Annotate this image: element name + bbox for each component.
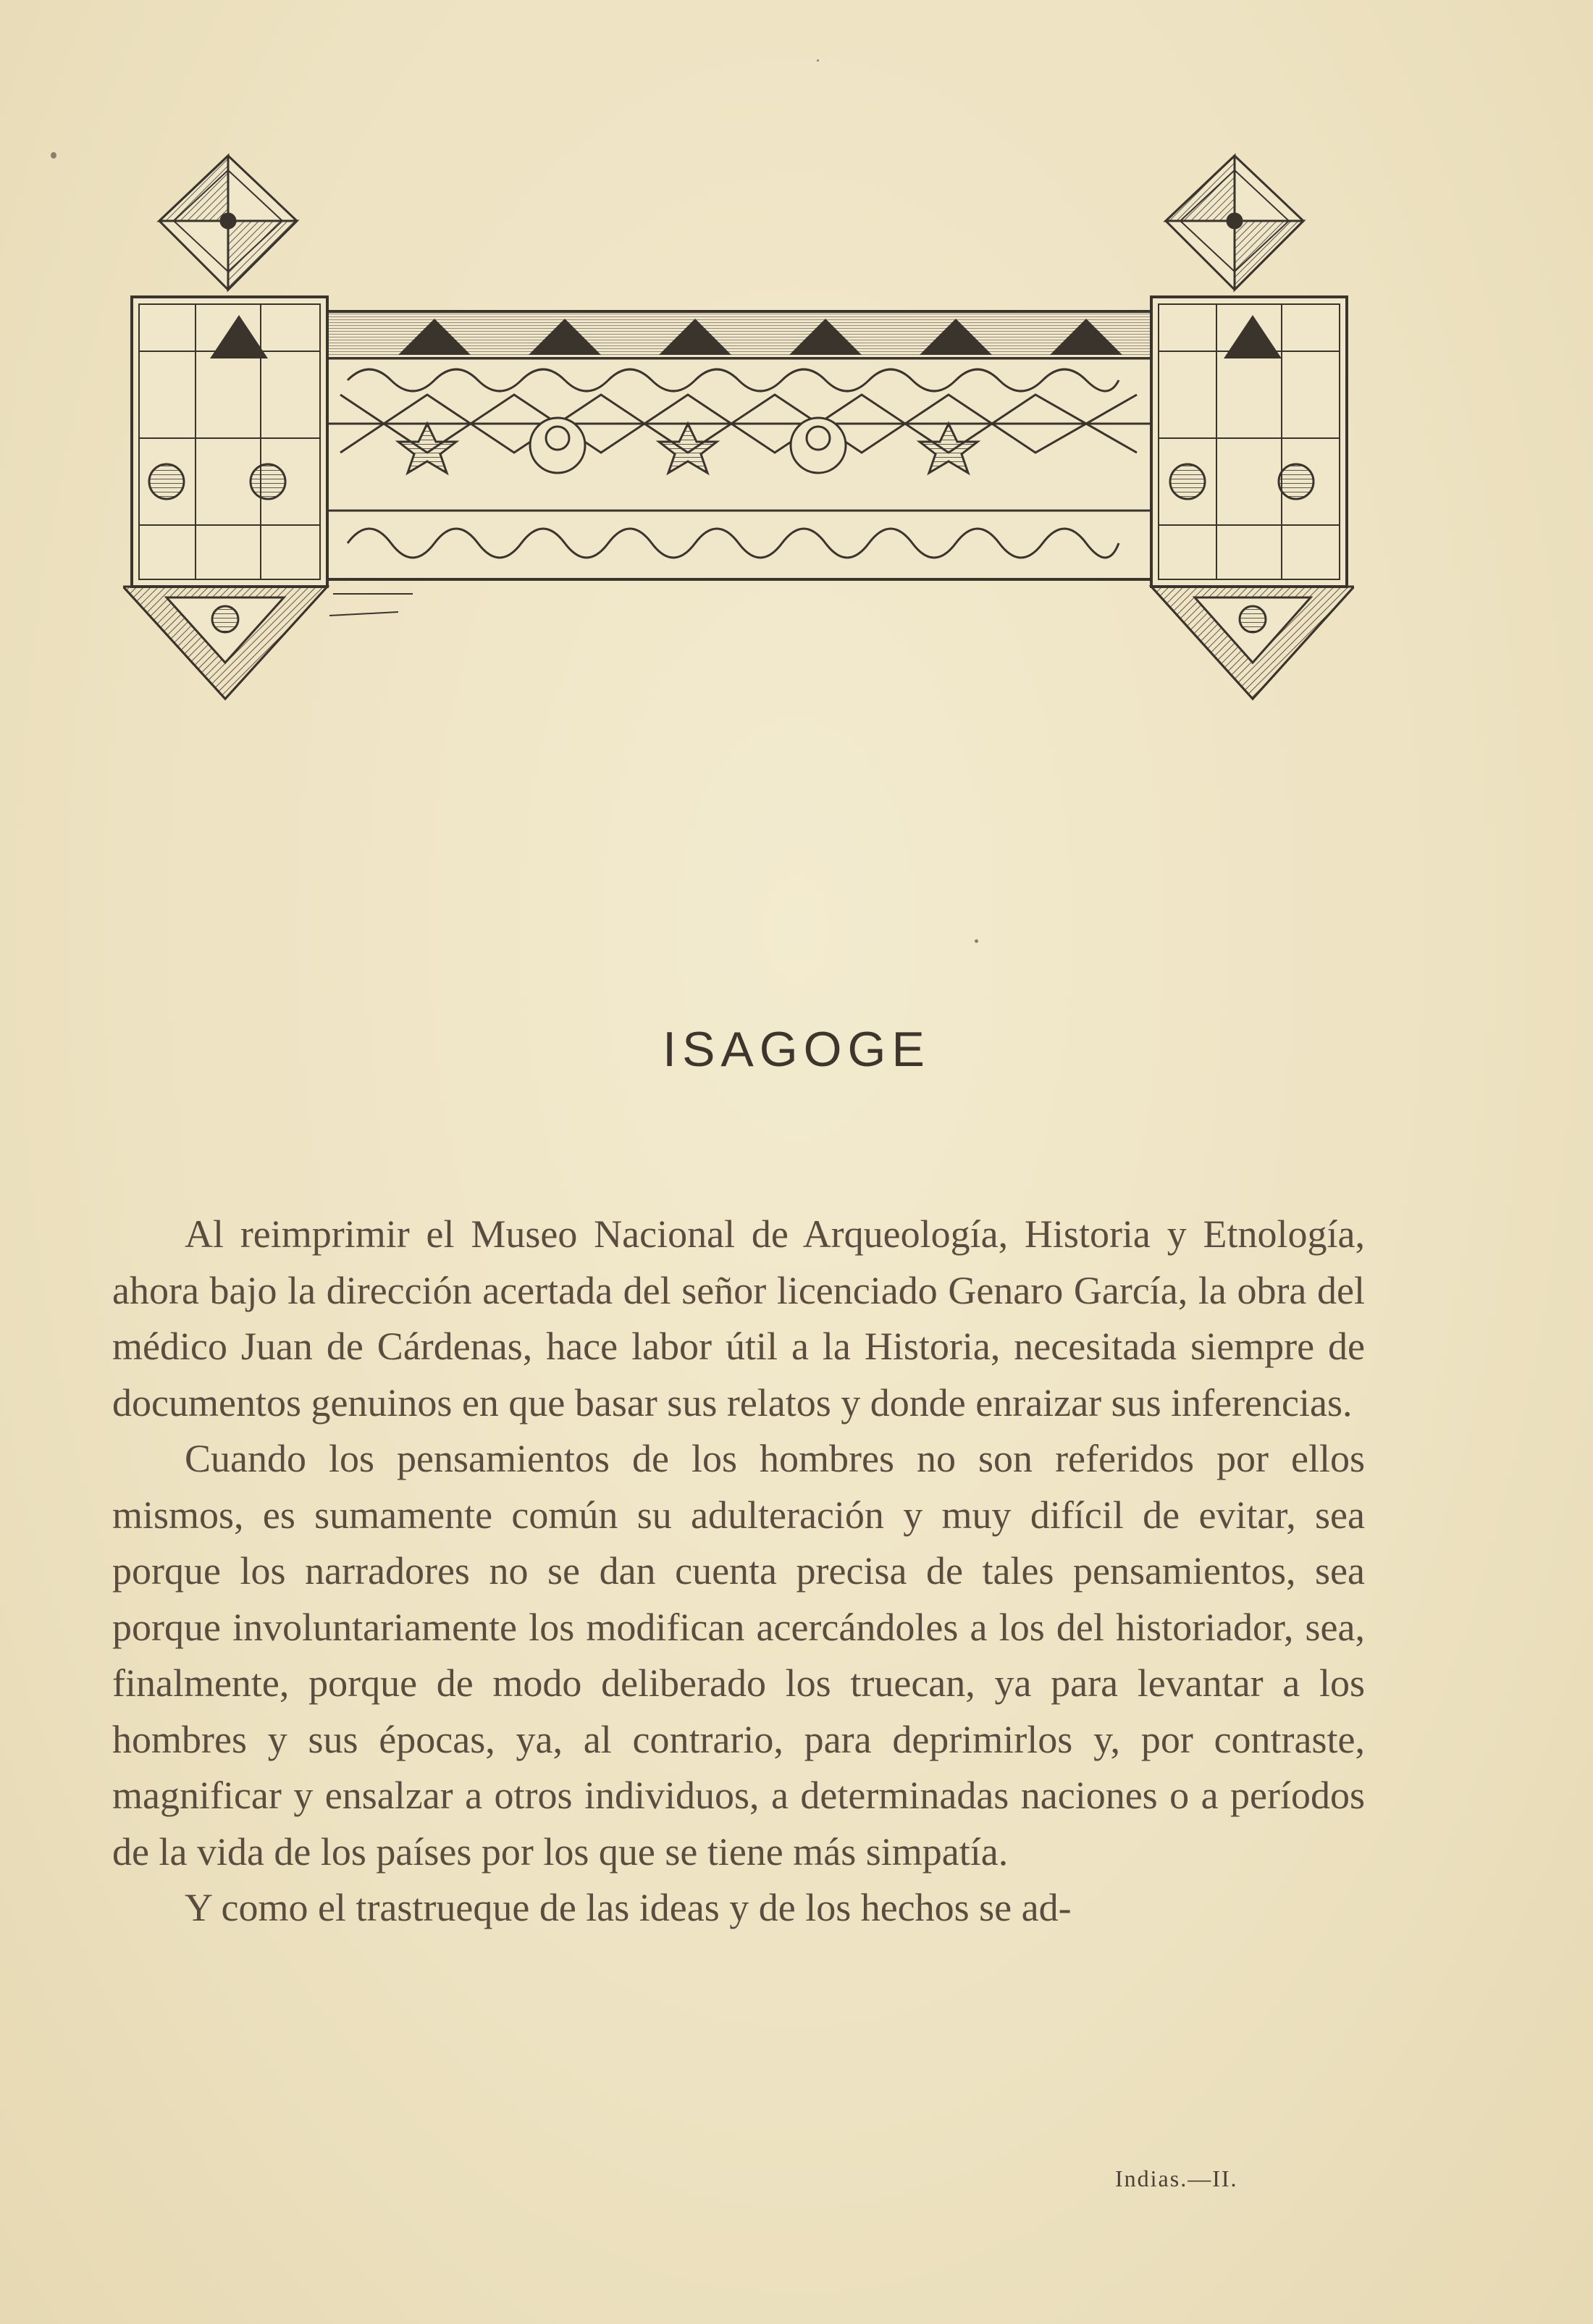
paragraph: Y como el trastrueque de las ideas y de los hechos se ad- bbox=[185, 1886, 1072, 1929]
left-diamond-ornament bbox=[159, 156, 297, 290]
paper-speck bbox=[975, 939, 978, 943]
paper-speck bbox=[817, 59, 819, 62]
artist-mark bbox=[329, 594, 413, 616]
right-diamond-ornament bbox=[1166, 156, 1303, 290]
paper-speck bbox=[51, 152, 56, 159]
page-title: ISAGOGE bbox=[663, 1022, 930, 1077]
decorative-headpiece-engraving bbox=[123, 148, 1354, 713]
paragraph: Al reimprimir el Museo Nacional de Arqueología, Historia y Etnología, ahora bajo la dirección acertada del señor licenciado Genaro García, la obra del médico Juan de Cárdenas, hace labor útil a la Historia, necesitada siempre de documentos genuinos en que basar sus relatos y donde enraizar sus inferencias. bbox=[112, 1212, 1365, 1425]
bottom-pendant-ornaments bbox=[123, 587, 1354, 699]
body-text bbox=[112, 1207, 1365, 1937]
signature-mark: Indias.—II. bbox=[1115, 2165, 1238, 2191]
paragraph: Cuando los pensamientos de los hombres no son referidos por ellos mismos, es sumamente común su adulteración y muy difícil de evitar, sea porque los narradores no se dan cuenta precisa de tales pensamientos, sea porque involuntariamente los modifican acercándoles a los del historiador, sea, finalmente, porque de modo deliberado los truecan, ya para levantar a los hombres y sus épocas, ya, al contrario, para deprimirlos y, por contraste, magnificar y ensalzar a otros individuos, a determinadas naciones o a períodos de la vida de los países por los que se tiene más simpatía. bbox=[112, 1437, 1365, 1874]
